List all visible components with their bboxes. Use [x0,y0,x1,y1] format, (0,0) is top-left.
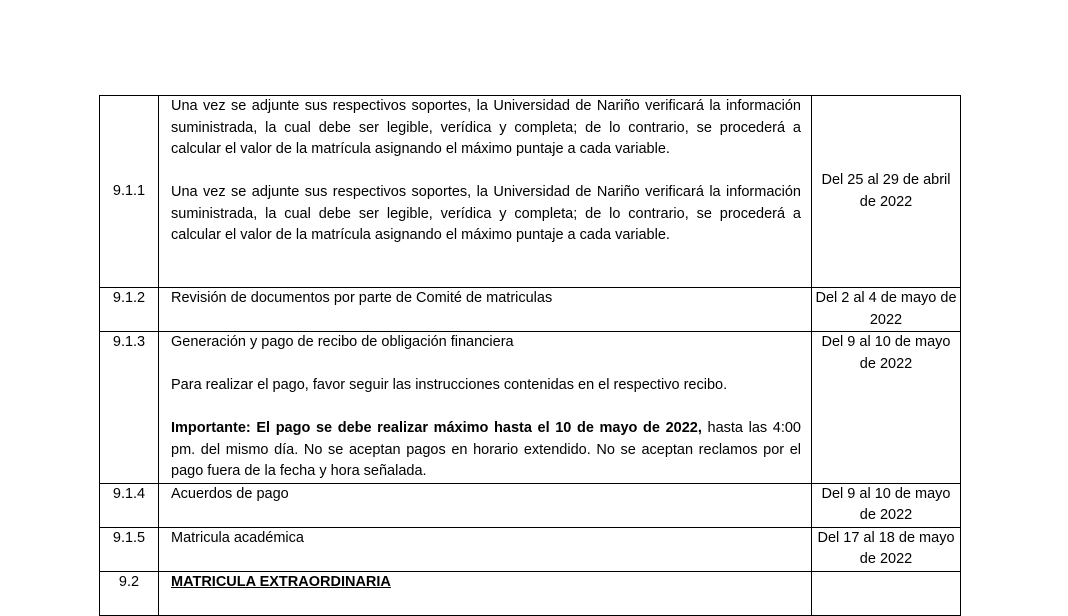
table-row [100,288,961,332]
table-row [100,527,961,571]
table-row [100,96,961,288]
row-number: 9.1.2 [100,288,159,332]
row-number: 9.1.4 [100,483,159,527]
row-description: Revisión de documentos por parte de Comité de matriculas [159,288,812,332]
row-date: Del 2 al 4 de mayo de 2022 [812,288,961,332]
row-number: 9.2 [100,571,159,615]
schedule-table [99,95,961,616]
row-date [812,571,961,615]
paragraph: Para realizar el pago, favor seguir las instrucciones contenidas en el respectivo recibo. [171,377,728,393]
schedule-table-container [99,95,957,616]
table-row [100,571,961,615]
row-description: Matricula académica [159,527,812,571]
row-date: Del 9 al 10 de mayo de 2022 [812,332,961,484]
row-date: Del 25 al 29 de abril de 2022 [812,96,961,288]
important-bold: Importante: El pago se debe realizar máximo hasta el 10 de mayo de 2022, [171,420,702,436]
row-date: Del 17 al 18 de mayo de 2022 [812,527,961,571]
row-number: 9.1.5 [100,527,159,571]
row-number: 9.1.1 [100,96,159,288]
important-note [171,418,801,483]
row-date: Del 9 al 10 de mayo de 2022 [812,483,961,527]
row-description [159,96,812,288]
paragraph: Generación y pago de recibo de obligación financiera [171,334,514,350]
table-row [100,483,961,527]
important-rest: hasta las 4:00 pm. del mismo día. No se aceptan pagos en horario extendido. No se aceptan reclamos por el pago fuera de la fecha y hora señalada. [171,420,801,479]
table-row [100,332,961,484]
row-description [159,332,812,484]
row-number: 9.1.3 [100,332,159,484]
paragraph: Una vez se adjunte sus respectivos soportes, la Universidad de Nariño verificará la información suministrada, la cual debe ser legible, verídica y completa; de lo contrario, se procederá a calcular el valor de la matrícula asignando el máximo puntaje a cada variable. [171,184,801,243]
row-description: Acuerdos de pago [159,483,812,527]
row-description: MATRICULA EXTRAORDINARIA [159,571,812,615]
paragraph: Una vez se adjunte sus respectivos soportes, la Universidad de Nariño verificará la información suministrada, la cual debe ser legible, verídica y completa; de lo contrario, se procederá a calcular el valor de la matrícula asignando el máximo puntaje a cada variable. [171,98,801,157]
